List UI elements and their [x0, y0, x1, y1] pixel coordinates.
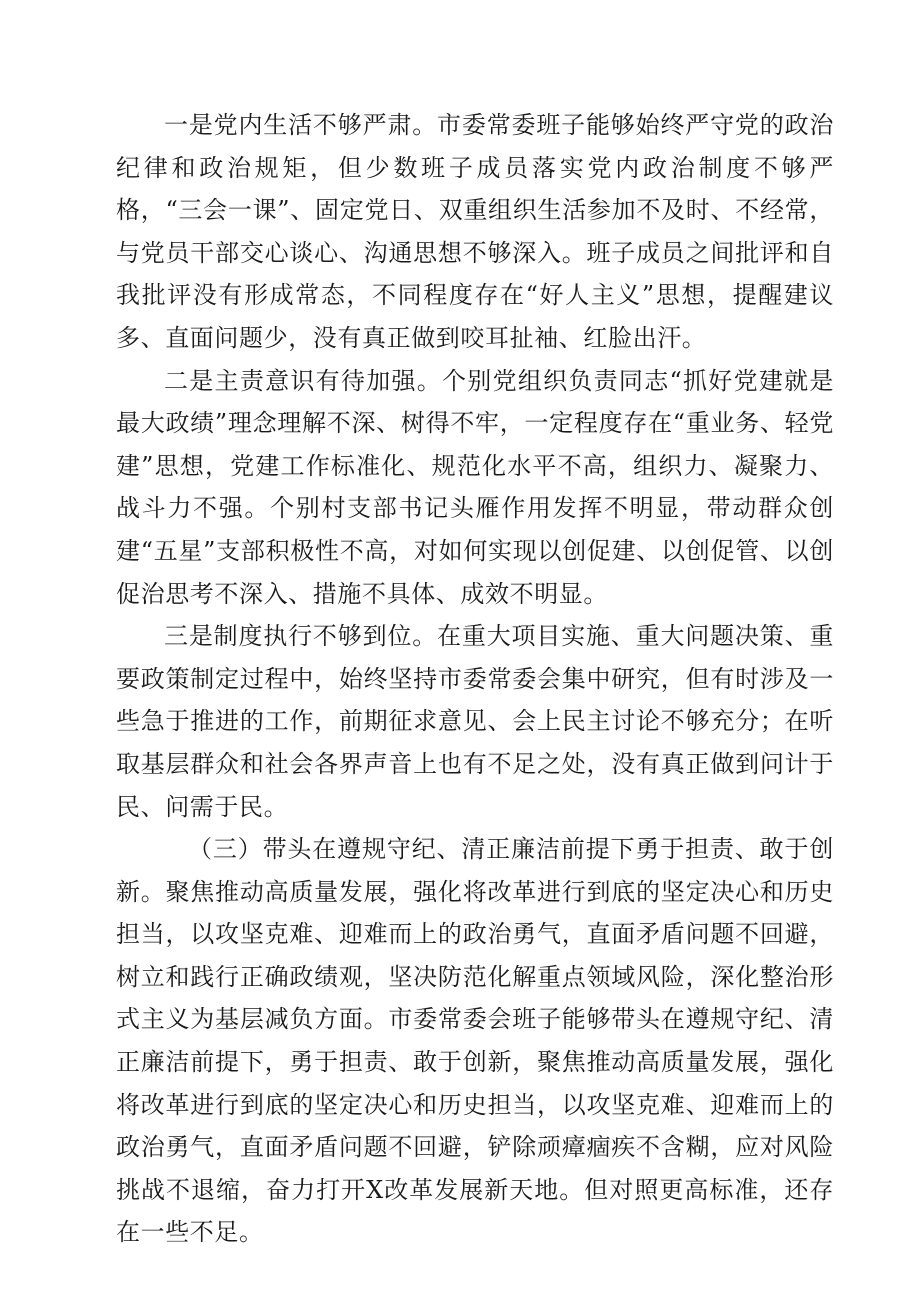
- paragraph-party-life: 一是党内生活不够严肃。市委常委班子能够始终严守党的政治纪律和政治规矩，但少数班子成员落实党内政治制度不够严格，“三会一课”、固定党日、双重组织生活参加不及时、不经常，与党员干部交心谈心、沟通思想不够深入。班子成员之间批评和自我批评没有形成常态，不同程度存在“好人主义”思想，提醒建议多、直面问题少，没有真正做到咬耳扯袖、红脸出汗。: [116, 111, 834, 352]
- document-body: [116, 104, 834, 1254]
- paragraph-system-execution: 三是制度执行不够到位。在重大项目实施、重大问题决策、重要政策制定过程中，始终坚持市委常委会集中研究，但有时涉及一些急于推进的工作，前期征求意见、会上民主讨论不够充分；在听取基层群众和社会各界声音上也有不足之处，没有真正做到问计于民、问需于民。: [116, 622, 834, 821]
- paragraph-section-three: （三）带头在遵规守纪、清正廉洁前提下勇于担责、敢于创新。聚焦推动高质量发展，强化将改革进行到底的坚定决心和历史担当，以攻坚克难、迎难而上的政治勇气，直面矛盾问题不回避，树立和践行正确政绩观，坚决防范化解重点领域风险，深化整治形式主义为基层减负方面。市委常委会班子能够带头在遵规守纪、清正廉洁前提下，勇于担责、敢于创新，聚焦推动高质量发展，强化将改革进行到底的坚定决心和历史担当，以攻坚克难、迎难而上的政治勇气，直面矛盾问题不回避，铲除顽瘴痼疾不含糊，应对风险挑战不退缩，奋力打开X改革发展新天地。但对照更高标准，还存在一些不足。: [116, 835, 834, 1247]
- paragraph-responsibility: 二是主责意识有待加强。个别党组织负责同志“抓好党建就是最大政绩”理念理解不深、树得不牢，一定程度存在“重业务、轻党建”思想，党建工作标准化、规范化水平不高，组织力、凝聚力、战斗力不强。个别村支部书记头雁作用发挥不明显，带动群众创建“五星”支部积极性不高，对如何实现以创促建、以创促管、以创促治思考不深入、措施不具体、成效不明显。: [116, 366, 834, 608]
